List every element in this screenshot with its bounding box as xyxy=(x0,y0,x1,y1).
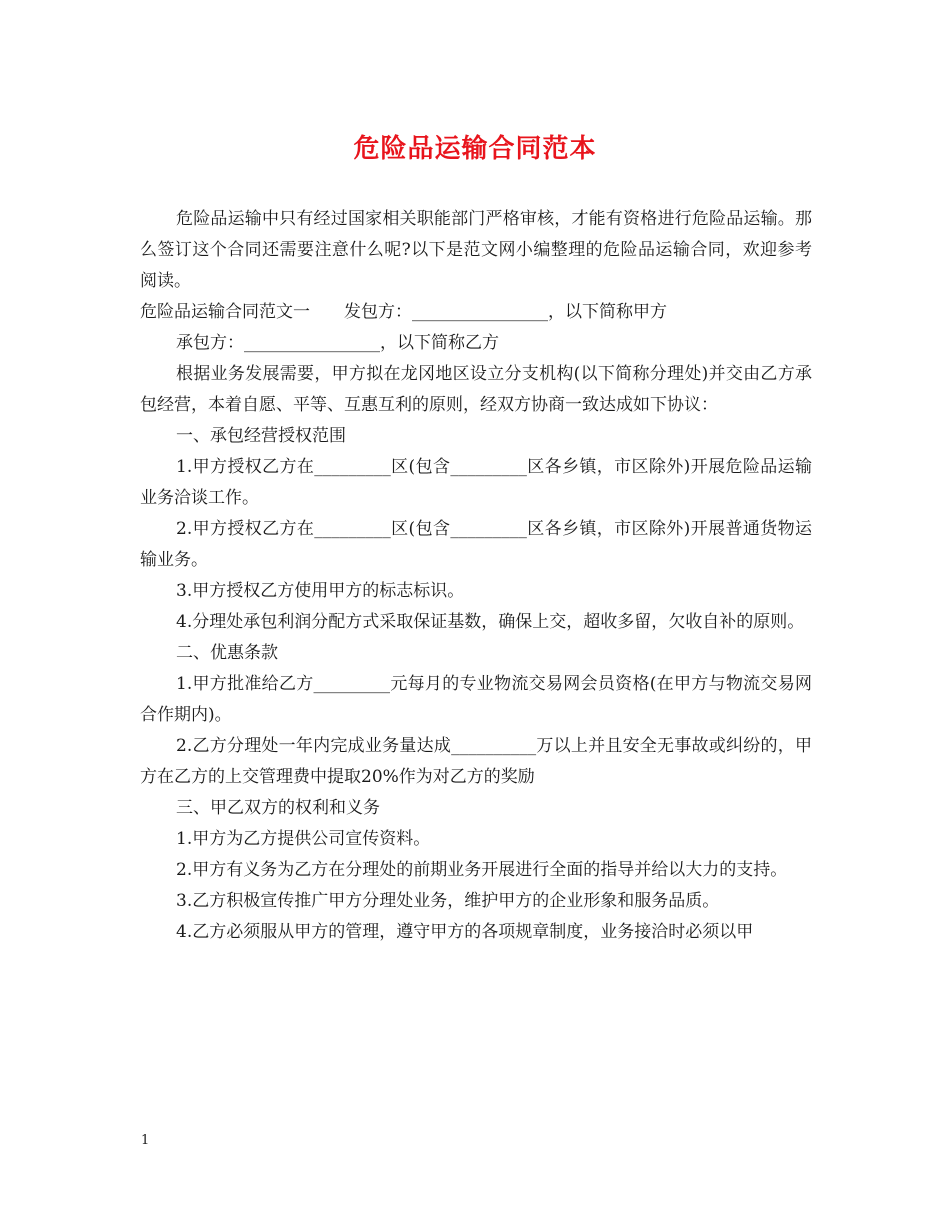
paragraph: 4.乙方必须服从甲方的管理，遵守甲方的各项规章制度，业务接洽时必须以甲 xyxy=(176,922,754,942)
paragraph: 3.乙方积极宣传推广甲方分理处业务，维护甲方的企业形象和服务品质。 xyxy=(176,891,720,911)
paragraph: 2.甲方有义务为乙方在分理处的前期业务开展进行全面的指导并给以大力的支持。 xyxy=(176,860,788,880)
paragraph: 1.甲方批准给乙方_________元每月的专业物流交易网会员资格(在甲方与物流交易网合作期内)。 xyxy=(140,674,812,725)
paragraph: 4.分理处承包利润分配方式采取保证基数，确保上交，超收多留，欠收自补的原则。 xyxy=(176,612,805,632)
paragraph: 3.甲方授权乙方使用甲方的标志标识。 xyxy=(176,581,465,601)
paragraph: 危险品运输合同范文一 发包方：________________，以下简称甲方 xyxy=(140,302,667,322)
paragraph: 2.甲方授权乙方在_________区(包含_________区各乡镇，市区除外)开展普通货物运输业务。 xyxy=(140,519,812,570)
paragraph: 承包方：________________，以下简称乙方 xyxy=(176,333,499,353)
document-title: 危险品运输合同范本 xyxy=(353,134,597,164)
paragraph: 根据业务发展需要，甲方拟在龙冈地区设立分支机构(以下简称分理处)并交由乙方承包经营，本着自愿、平等、互惠互利的原则，经双方协商一致达成如下协议： xyxy=(140,364,812,415)
paragraph: 三、甲乙双方的权利和义务 xyxy=(176,798,380,818)
paragraph: 二、优惠条款 xyxy=(176,643,278,663)
paragraph: 2.乙方分理处一年内完成业务量达成__________万以上并且安全无事故或纠纷的，甲方在乙方的上交管理费中提取20%作为对乙方的奖励 xyxy=(140,736,812,787)
document-body xyxy=(140,204,812,948)
paragraph: 1.甲方为乙方提供公司宣传资料。 xyxy=(176,829,431,849)
paragraph: 一、承包经营授权范围 xyxy=(176,426,346,446)
page-number: 1 xyxy=(141,1133,150,1148)
paragraph: 1.甲方授权乙方在_________区(包含_________区各乡镇，市区除外)开展危险品运输业务洽谈工作。 xyxy=(140,457,812,508)
paragraph: 危险品运输中只有经过国家相关职能部门严格审核，才能有资格进行危险品运输。那么签订这个合同还需要注意什么呢?以下是范文网小编整理的危险品运输合同，欢迎参考阅读。 xyxy=(140,209,812,291)
